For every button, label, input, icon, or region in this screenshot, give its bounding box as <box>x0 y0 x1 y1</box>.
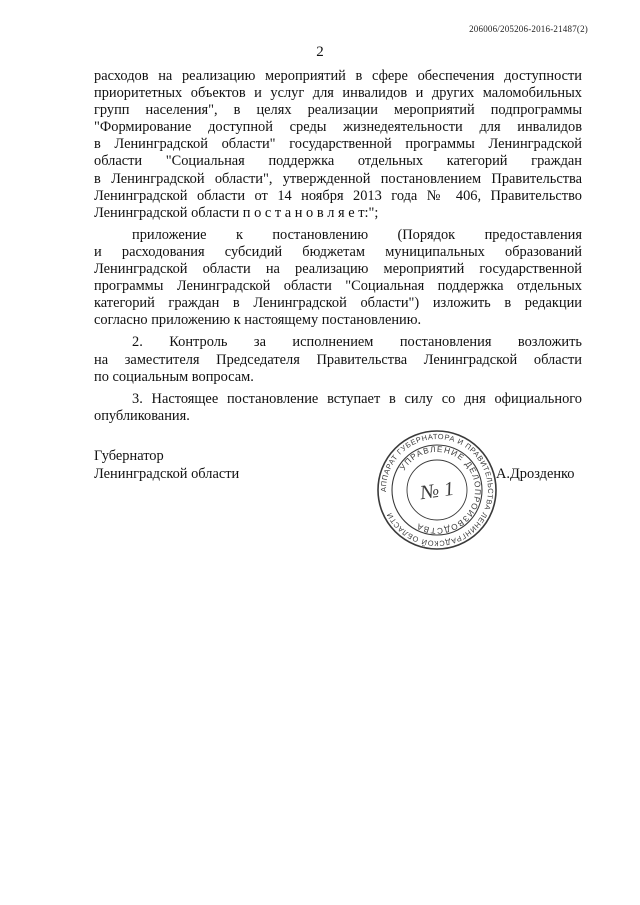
stamp-number: № 1 <box>418 477 456 505</box>
paragraph-3 <box>94 334 582 385</box>
signer-title: Губернатор <box>94 448 164 464</box>
text-line: на заместителя Председателя Правительства Ленинградской области <box>94 351 582 368</box>
text-line: программы Ленинградской области "Социальная поддержка отдельных <box>94 278 582 295</box>
stamp-outer-text: АППАРАТ ГУБЕРНАТОРА И ПРАВИТЕЛЬСТВА ЛЕНИНГРАДСКОЙ ОБЛАСТИ <box>378 431 496 549</box>
signature-block <box>94 448 239 483</box>
signer-name: А.Дрозденко <box>496 466 575 482</box>
text-line: области "Социальная поддержка отдельных категорий граждан <box>94 153 582 170</box>
text-line: 3. Настоящее постановление вступает в силу со дня официального <box>132 390 582 407</box>
official-stamp <box>375 428 499 552</box>
text-line: Ленинградской области от 14 ноября 2013 года № 406, Правительство <box>94 187 582 204</box>
page-number: 2 <box>316 44 324 60</box>
text-line: 2. Контроль за исполнением постановления возложить <box>132 334 582 351</box>
text-line: групп населения", в целях реализации мероприятий подпрограммы <box>94 102 582 119</box>
text-line: в Ленинградской области", утвержденной постановлением Правительства <box>94 170 582 187</box>
text-line: приложение к постановлению (Порядок предоставления <box>132 226 582 243</box>
text-line: приоритетных объектов и услуг для инвалидов и других маломобильных <box>94 85 582 102</box>
text-line: категорий граждан в Ленинградской области") изложить в редакции <box>94 295 582 312</box>
text-line: Ленинградской области на реализацию мероприятий государственной <box>94 261 582 278</box>
text-line: Ленинградской области п о с т а н о в л я е т:"; <box>94 204 379 221</box>
body-text <box>94 68 582 425</box>
text-line: "Формирование доступной среды жизнедеятельности для инвалидов <box>94 119 582 136</box>
paragraph-2 <box>94 227 582 330</box>
text-line: по социальным вопросам. <box>94 368 254 385</box>
stamp-inner-text: УПРАВЛЕНИЕ ДЕЛОПРОИЗВОДСТВА <box>398 444 483 536</box>
text-line: и расходования субсидий бюджетам муниципальных образований <box>94 243 582 260</box>
signer-region: Ленинградской области <box>94 465 240 482</box>
text-line: опубликования. <box>94 407 190 424</box>
text-line: расходов на реализацию мероприятий в сфере обеспечения доступности <box>94 68 582 84</box>
document-id: 206006/205206-2016-21487(2) <box>469 24 588 34</box>
paragraph-1 <box>94 68 582 222</box>
text-line: в Ленинградской области" государственной программы Ленинградской <box>94 136 582 153</box>
text-line: согласно приложению к настоящему постановлению. <box>94 312 422 329</box>
paragraph-4 <box>94 391 582 425</box>
